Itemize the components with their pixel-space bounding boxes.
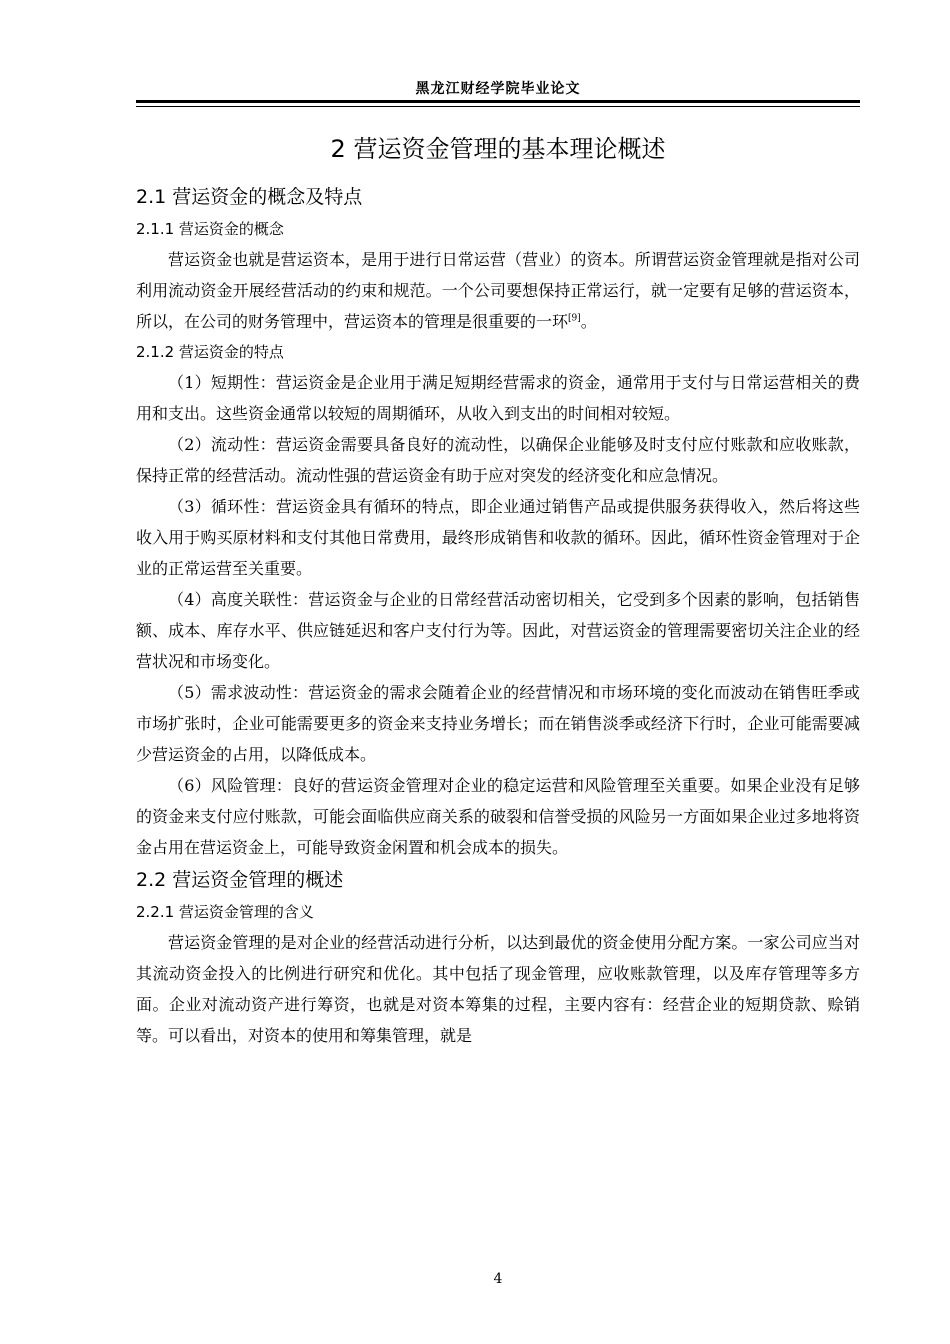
characteristic-item-1: （1）短期性：营运资金是企业用于满足短期经营需求的资金，通常用于支付与日常运营相关的费用和支出。这些资金通常以较短的周期循环，从收入到支出的时间相对较短。	[136, 373, 860, 423]
page-body	[136, 126, 860, 1051]
header-rule-thick	[136, 100, 860, 103]
paragraph-text: 营运资金也就是营运资本，是用于进行日常运营（营业）的资本。所谓营运资金管理就是指对公司利用流动资金开展经营活动的约束和规范。一个公司要想保持正常运行，就一定要有足够的营运资本，所以，在公司的财务管理中，营运资本的管理是很重要的一环	[136, 250, 860, 331]
section-2-2-1-title: 2.2.1 营运资金管理的含义	[136, 903, 314, 921]
characteristic-item-4: （4）高度关联性：营运资金与企业的日常经营活动密切相关，它受到多个因素的影响，包括销售额、成本、库存水平、供应链延迟和客户支付行为等。因此，对营运资金的管理需要密切关注企业的经营状况和市场变化。	[136, 590, 860, 671]
characteristic-item-6: （6）风险管理：良好的营运资金管理对企业的稳定运营和风险管理至关重要。如果企业没有足够的资金来支付应付账款，可能会面临供应商关系的破裂和信誉受损的风险另一方面如果企业过多地将资金占用在营运资金上，可能导致资金闲置和机会成本的损失。	[136, 776, 860, 857]
section-2-1-1-paragraph	[136, 244, 860, 337]
citation-mark: [9]	[568, 313, 581, 324]
chapter-title: 2 营运资金管理的基本理论概述	[330, 135, 666, 163]
header-rule-thin	[136, 106, 860, 107]
paragraph-end: 。	[580, 312, 597, 331]
section-2-2-title: 2.2 营运资金管理的概述	[136, 869, 344, 891]
section-2-1-title: 2.1 营运资金的概念及特点	[136, 186, 363, 208]
section-2-1-1-title: 2.1.1 营运资金的概念	[136, 220, 284, 238]
section-2-1-2-title: 2.1.2 营运资金的特点	[136, 343, 284, 361]
page-number: 4	[493, 1271, 503, 1287]
section-2-2-1-paragraph: 营运资金管理的是对企业的经营活动进行分析，以达到最优的资金使用分配方案。一家公司应当对其流动资金投入的比例进行研究和优化。其中包括了现金管理，应收账款管理，以及库存管理等多方面。企业对流动资产进行筹资，也就是对资本筹集的过程，主要内容有：经营企业的短期贷款、赊销等。可以看出，对资本的使用和筹集管理，就是	[136, 933, 860, 1045]
characteristic-item-2: （2）流动性：营运资金需要具备良好的流动性，以确保企业能够及时支付应付账款和应收账款，保持正常的经营活动。流动性强的营运资金有助于应对突发的经济变化和应急情况。	[136, 435, 860, 485]
characteristic-item-3: （3）循环性：营运资金具有循环的特点，即企业通过销售产品或提供服务获得收入，然后将这些收入用于购买原材料和支付其他日常费用，最终形成销售和收款的循环。因此，循环性资金管理对于企业的正常运营至关重要。	[136, 497, 860, 578]
running-header: 黑龙江财经学院毕业论文	[415, 81, 581, 97]
characteristic-item-5: （5）需求波动性：营运资金的需求会随着企业的经营情况和市场环境的变化而波动在销售旺季或市场扩张时，企业可能需要更多的资金来支持业务增长；而在销售淡季或经济下行时，企业可能需要减少营运资金的占用，以降低成本。	[136, 683, 860, 764]
